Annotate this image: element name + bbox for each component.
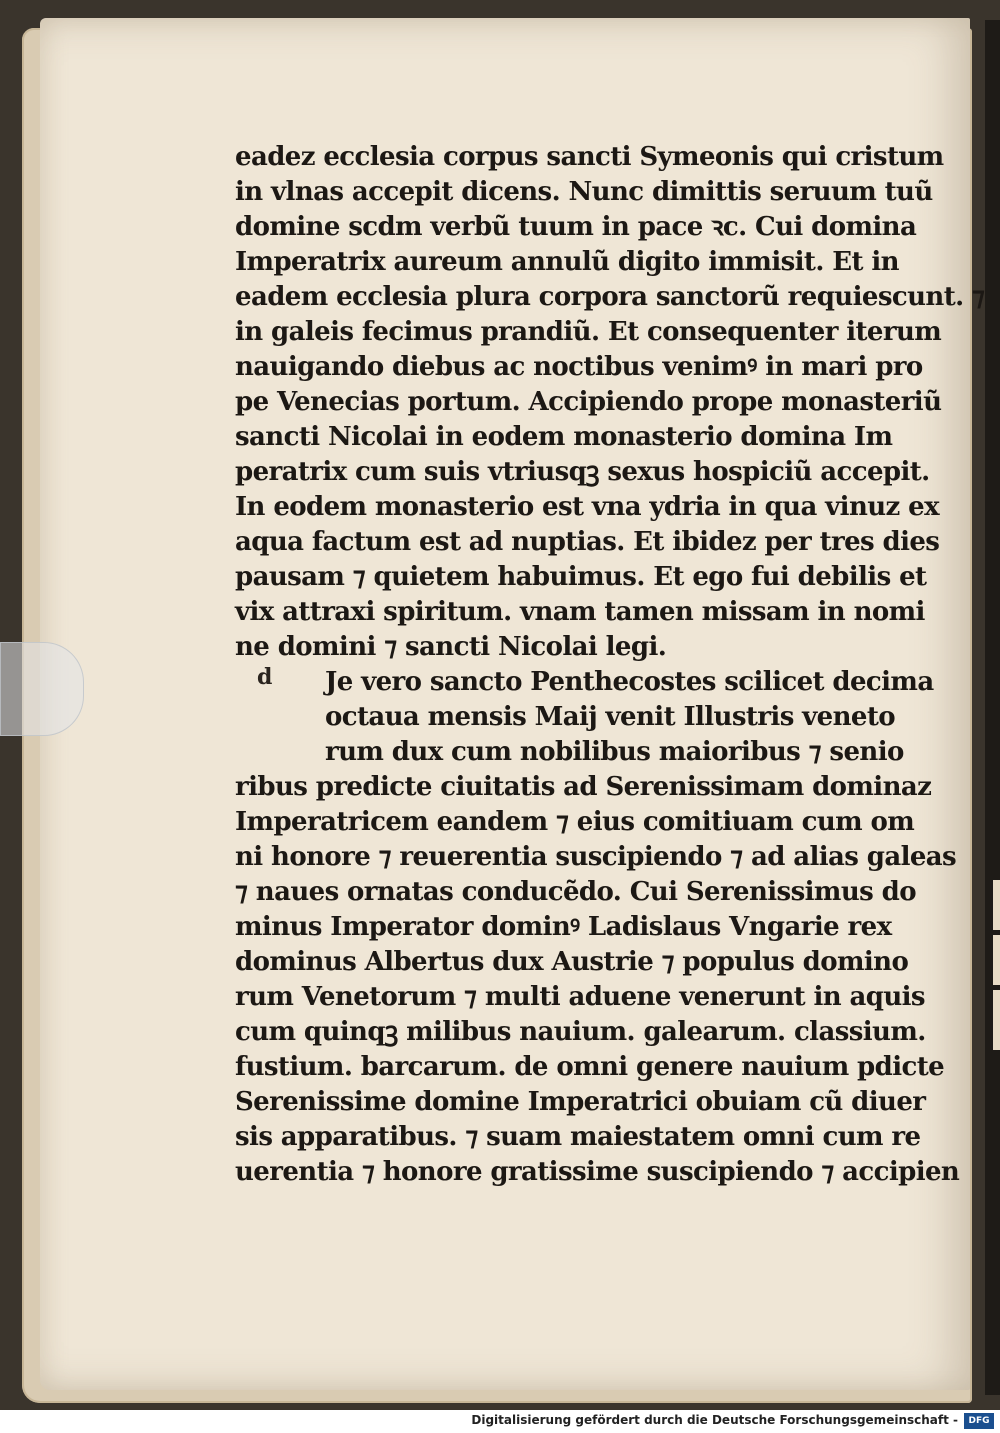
- text-line: in vlnas accepit dicens. Nunc dimittis seruum tuũ: [235, 177, 933, 207]
- text-line: Je vero sancto Penthecostes scilicet decima: [325, 667, 934, 697]
- text-line: octaua mensis Maij venit Illustris veneto: [325, 702, 896, 732]
- text-line: Serenissime domine Imperatrici obuiam cũ diuer: [235, 1087, 926, 1117]
- text-line: uerentia ⁊ honore gratissime suscipiendo ⁊ accipien: [235, 1157, 960, 1187]
- text-line: pausam ⁊ quietem habuimus. Et ego fui debilis et: [235, 562, 927, 592]
- text-line: domine scdm verbũ tuum in pace ꝛc. Cui domina: [235, 212, 917, 242]
- right-page-edge: [985, 20, 1000, 1395]
- text-line: Imperatricem eandem ⁊ eius comitiuam cum om: [235, 807, 915, 837]
- text-line: nauigando diebus ac noctibus venimꝰ in mari pro: [235, 352, 923, 382]
- body-text: [235, 140, 985, 1190]
- text-line: In eodem monasterio est vna ydria in qua vinuz ex: [235, 492, 940, 522]
- text-line: vix attraxi spiritum. vnam tamen missam in nomi: [235, 597, 925, 627]
- text-line: ⁊ naues ornatas conducẽdo. Cui Serenissimus do: [235, 877, 916, 907]
- text-line: Imperatrix aureum annulũ digito immisit. Et in: [235, 247, 899, 277]
- funding-credit: Digitalisierung gefördert durch die Deutsche Forschungsgemeinschaft -: [471, 1413, 958, 1427]
- marginal-note: d: [257, 664, 273, 690]
- text-line: ribus predicte ciuitatis ad Serenissimam dominaz: [235, 772, 932, 802]
- text-line: peratrix cum suis vtriusqꝫ sexus hospiciũ accepit.: [235, 457, 930, 487]
- text-line: dominus Albertus dux Austrie ⁊ populus domino: [235, 947, 909, 977]
- text-line: rum Venetorum ⁊ multi aduene venerunt in aquis: [235, 982, 925, 1012]
- text-line: eadem ecclesia plura corpora sanctorũ requiescunt. ⁊: [235, 282, 985, 312]
- text-line: eadez ecclesia corpus sancti Symeonis qui cristum: [235, 142, 944, 172]
- footer-bar: [0, 1410, 1000, 1433]
- text-line: aqua factum est ad nuptias. Et ibidez per tres dies: [235, 527, 940, 557]
- dfg-logo-icon: DFG: [964, 1413, 994, 1429]
- text-line: ne domini ⁊ sancti Nicolai legi.: [235, 632, 667, 662]
- text-line: cum quinqꝫ milibus nauium. galearum. classium.: [235, 1017, 926, 1047]
- text-line: pe Venecias portum. Accipiendo prope monasteriũ: [235, 387, 942, 417]
- text-line: ni honore ⁊ reuerentia suscipiendo ⁊ ad alias galeas: [235, 842, 957, 872]
- text-line: sancti Nicolai in eodem monasterio domina Im: [235, 422, 893, 452]
- book-clip: [0, 642, 84, 736]
- text-line: sis apparatibus. ⁊ suam maiestatem omni cum re: [235, 1122, 921, 1152]
- text-line: rum dux cum nobilibus maioribus ⁊ senio: [325, 737, 904, 767]
- text-line: fustium. barcarum. de omni genere nauium pdicte: [235, 1052, 945, 1082]
- text-line: minus Imperator dominꝰ Ladislaus Vngarie rex: [235, 912, 892, 942]
- text-line: in galeis fecimus prandiũ. Et consequenter iterum: [235, 317, 942, 347]
